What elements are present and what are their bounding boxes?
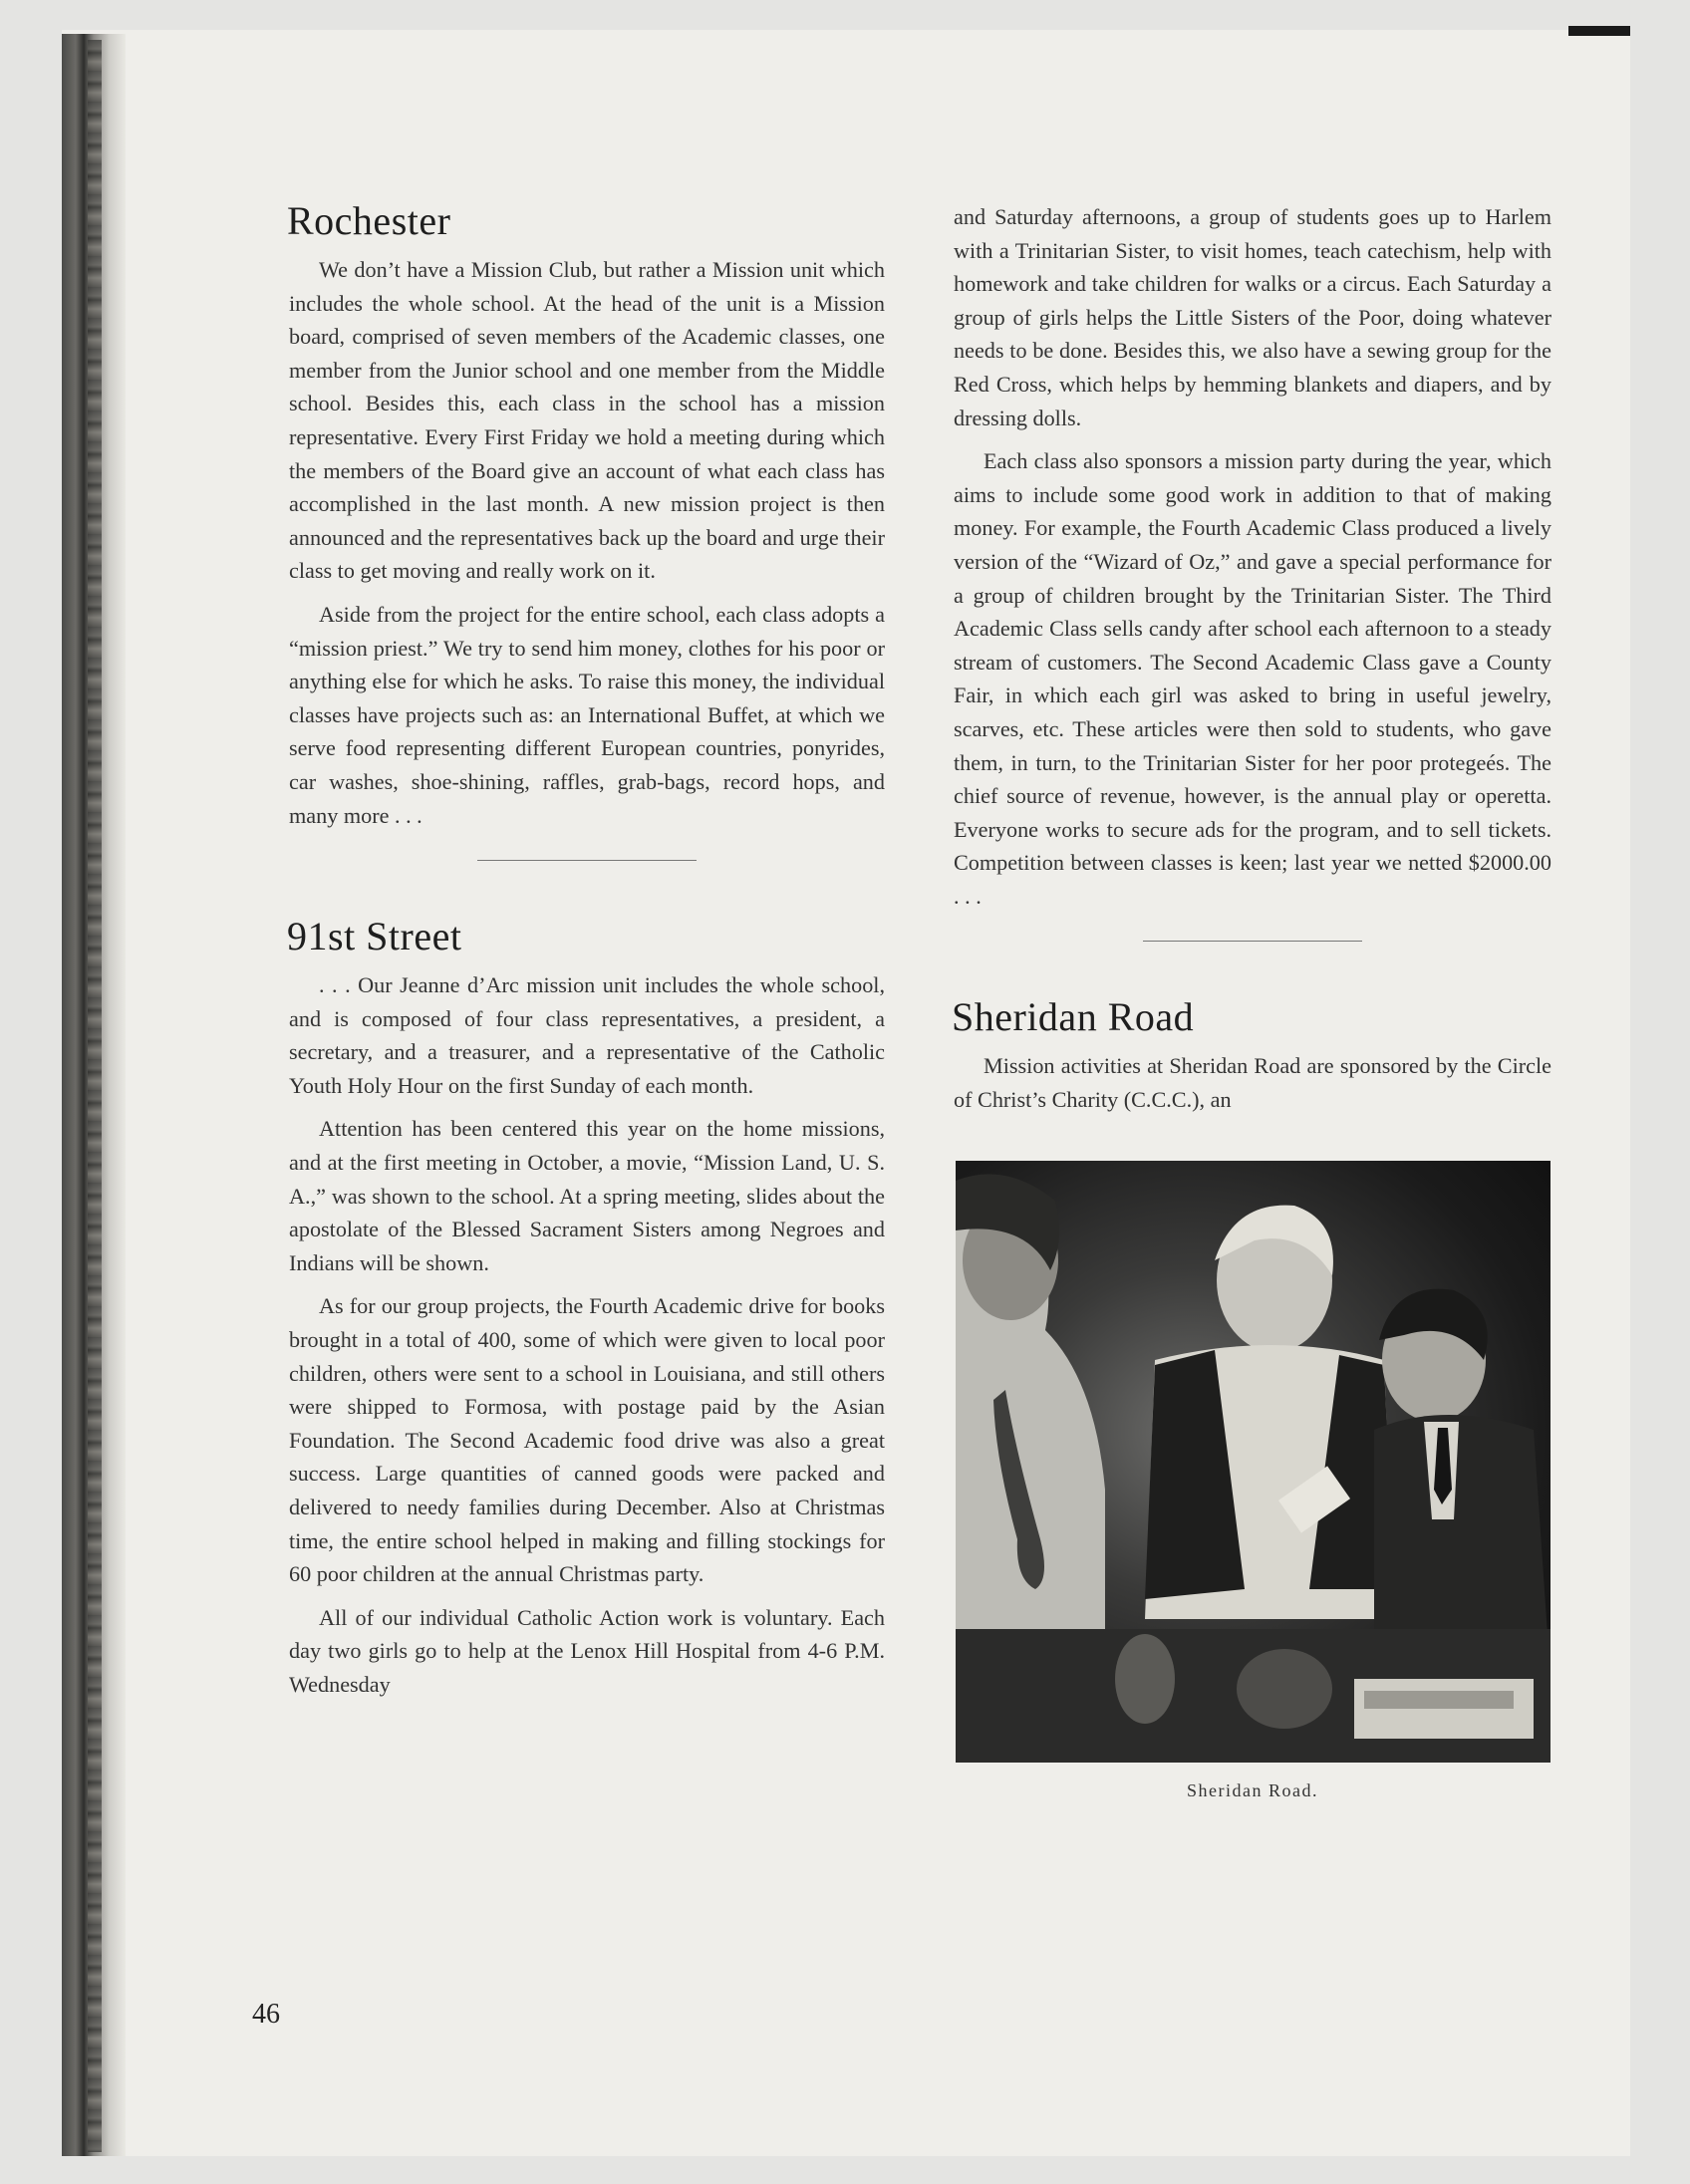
section-divider [1143, 941, 1362, 942]
91st-street-paragraph-1: . . . Our Jeanne d’Arc mission unit includes the whole school, and is composed of four class representatives, a president, a secretary, and a treasurer, and a representative of the Catholic Youth Holy Hour on the first Sunday of each month. [289, 972, 885, 1098]
section-heading-sheridan-road: Sheridan Road [952, 994, 1195, 1040]
rochester-paragraph-1: We don’t have a Mission Club, but rather a Mission unit which includes the whole school. At the head of the unit is a Mission board, comprised of seven members of the Academic classes, one member from the Junior school and one member from the Middle school. Besides this, each class in the school has a mission representative. Every First Friday we hold a meeting during which the members of the Board give an account of what each class has accomplished in the last month. A new mission project is then announced and the representatives back up the board and urge their class to get moving and really work on it. [289, 257, 885, 584]
91st-street-paragraph-4: All of our individual Catholic Action work is voluntary. Each day two girls go to help at the Lenox Hill Hospital from 4-6 P.M. Wednesday [289, 1604, 885, 1697]
photo-sheridan-road [956, 1161, 1550, 1763]
sheridan-road-paragraph-1: Mission activities at Sheridan Road are sponsored by the Circle of Christ’s Charity (C.C.C.), an [954, 1053, 1551, 1113]
page-edge-shadow [1568, 26, 1630, 36]
91st-street-continued-paragraph: and Saturday afternoons, a group of students goes up to Harlem with a Trinitarian Sister, to visit homes, teach catechism, help with homework and take children for walks or a circus. Each Saturday a group of girls helps the Little Sisters of the Poor, doing whatever needs to be done. Besides this, we also have a sewing group for the Red Cross, which helps by hemming blankets and diapers, and by dressing dolls. [954, 204, 1551, 430]
page-number: 46 [252, 1999, 280, 2030]
right-column [954, 200, 1551, 1801]
photo-ornament [1237, 1649, 1332, 1729]
photo-caption: Sheridan Road. [1187, 1779, 1318, 1800]
section-divider [477, 860, 697, 861]
91st-street-paragraph-3: As for our group projects, the Fourth Academic drive for books brought in a total of 400, some of which were given to local poor children, others were sent to a school in Louisiana, and still others were shipped to Formosa, with postage paid by the Asian Foundation. The Second Academic food drive was also a great success. Large quantities of canned goods were packed and delivered to needy families during December. Also at Christmas time, the entire school helped in making and filling stockings for 60 poor children at the annual Christmas party. [289, 1293, 885, 1587]
91st-street-paragraph-2: Attention has been centered this year on the home missions, and at the first meeting in October, a movie, “Mission Land, U. S. A.,” was shown to the school. At a spring meeting, slides about the apostolate of the Blessed Sacrament Sisters among Negroes and Indians will be shown. [289, 1116, 885, 1275]
left-column [289, 199, 885, 1712]
binding-texture [88, 40, 102, 2152]
section-heading-rochester: Rochester [287, 198, 451, 243]
photo-illustration [956, 1161, 1550, 1763]
91st-street-paragraph-5: Each class also sponsors a mission party during the year, which aims to include some good work in addition to that of making money. For example, the Fourth Academic Class produced a lively version of the “Wizard of Oz,” and gave a special performance for a group of children brought by the Trinitarian Sister. The Third Academic Class sells candy after school each afternoon to a steady stream of customers. The Second Academic Class gave a County Fair, in which each girl was asked to bring in useful jewelry, scarves, etc. These articles were then sold to students, who gave them, in turn, to the Trinitarian Sister for her poor protegeés. The chief source of revenue, however, is the annual play or operetta. Everyone works to secure ads for the program, and to sell tickets. Competition between classes is keen; last year we netted $2000.00 . . . [954, 448, 1551, 909]
photo-box-label [1364, 1691, 1514, 1709]
section-heading-91st-street: 91st Street [287, 914, 462, 959]
rochester-paragraph-2: Aside from the project for the entire school, each class adopts a “mission priest.” We try to send him money, clothes for his poor or anything else for which he asks. To raise this money, the individual classes have projects such as: an International Buffet, at which we serve food representing different European countries, ponyrides, car washes, shoe-shining, raffles, grab-bags, record hops, and many more . . . [289, 601, 885, 828]
photo-jar [1115, 1634, 1175, 1724]
